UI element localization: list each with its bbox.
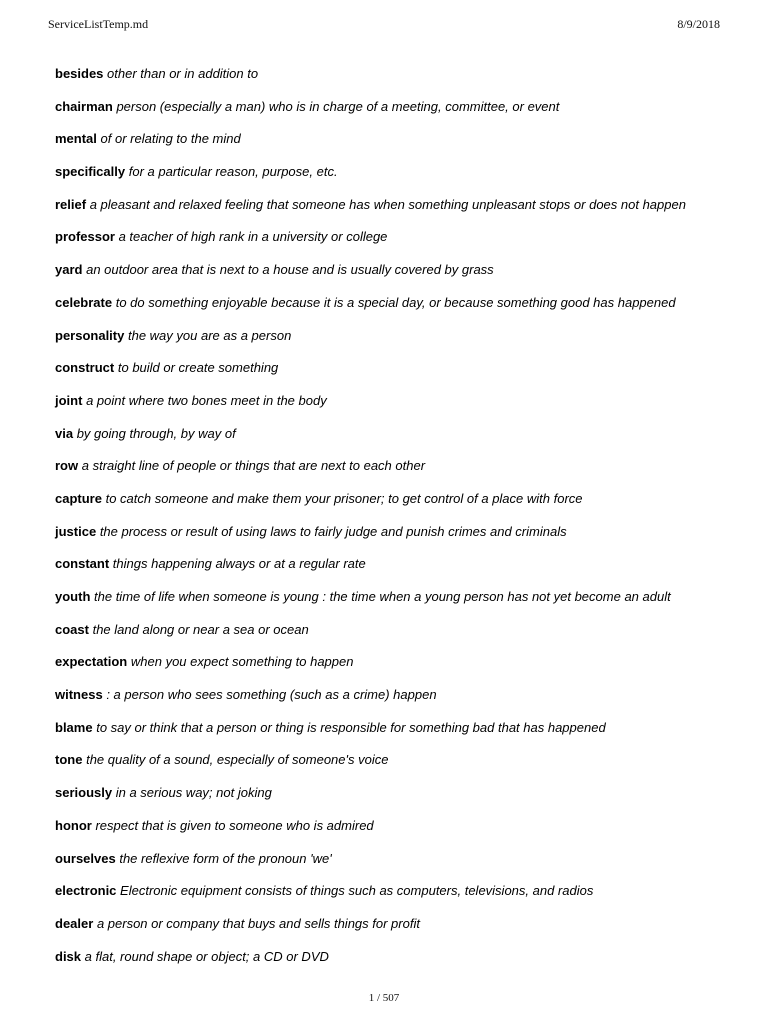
entry-term: chairman [55,98,113,114]
entry-term: constant [55,556,110,572]
entry-term: justice [55,523,97,539]
glossary-list [55,64,748,979]
entry-term: electronic [55,883,117,899]
glossary-entry [55,652,748,685]
glossary-entry [55,227,748,260]
entry-term: joint [55,392,83,408]
entry-definition: by going through, by way of [76,425,236,441]
entry-term: tone [55,752,83,768]
glossary-entry [55,685,748,718]
entry-definition: a point where two bones meet in the body [86,392,327,408]
entry-term: construct [55,360,115,376]
entry-definition: a person or company that buys and sells things for profit [96,915,420,931]
entry-definition: things happening always or at a regular rate [112,556,366,572]
glossary-entry [55,195,748,228]
entry-definition: to do something enjoyable because it is a special day, or because something good has happened [115,294,676,310]
glossary-entry [55,424,748,457]
entry-term: specifically [55,164,126,180]
entry-definition: to say or think that a person or thing is responsible for something bad that has happened [96,719,606,735]
glossary-entry [55,391,748,424]
entry-term: expectation [55,654,128,670]
entry-definition: to build or create something [117,360,279,376]
entry-definition: a teacher of high rank in a university or college [118,229,388,245]
glossary-entry [55,620,748,653]
glossary-entry [55,816,748,849]
glossary-entry [55,914,748,947]
entry-definition: the way you are as a person [127,327,292,343]
glossary-entry [55,522,748,555]
entry-definition: the reflexive form of the pronoun 'we' [119,850,332,866]
document-filename: ServiceListTemp.md [48,17,149,31]
entry-term: yard [55,262,83,278]
entry-term: coast [55,621,89,637]
entry-term: personality [55,327,125,343]
entry-term: celebrate [55,294,113,310]
entry-term: seriously [55,785,113,801]
entry-term: capture [55,490,102,506]
entry-term: besides [55,66,104,81]
glossary-entry [55,750,748,783]
entry-term: disk [55,948,82,964]
glossary-entry [55,783,748,816]
entry-term: blame [55,719,93,735]
entry-term: dealer [55,915,94,931]
entry-definition: a pleasant and relaxed feeling that someone has when something unpleasant stops or does not happen [89,196,686,212]
entry-definition: the process or result of using laws to fairly judge and punish crimes and criminals [99,523,567,539]
glossary-entry [55,947,748,980]
entry-definition: the land along or near a sea or ocean [92,621,309,637]
glossary-entry [55,293,748,326]
entry-definition: Electronic equipment consists of things such as computers, televisions, and radios [120,883,594,899]
glossary-entry [55,587,748,620]
entry-definition: other than or in addition to [107,66,259,81]
glossary-entry [55,358,748,391]
entry-definition: person (especially a man) who is in charge of a meeting, committee, or event [116,98,560,114]
page-header [48,17,720,32]
glossary-entry [55,97,748,130]
entry-term: row [55,458,79,474]
glossary-entry [55,64,748,97]
entry-term: professor [55,229,115,245]
glossary-entry [55,260,748,293]
entry-term: youth [55,589,91,604]
glossary-entry [55,456,748,489]
entry-definition: in a serious way; not joking [115,785,272,801]
glossary-entry [55,554,748,587]
entry-term: honor [55,817,92,833]
entry-definition: the quality of a sound, especially of someone's voice [86,752,389,768]
glossary-entry [55,326,748,359]
entry-definition: respect that is given to someone who is admired [95,817,374,833]
entry-definition: for a particular reason, purpose, etc. [128,164,338,180]
glossary-entry [55,849,748,882]
entry-term: via [55,425,74,441]
entry-term: ourselves [55,850,116,866]
glossary-entry [55,718,748,751]
entry-term: relief [55,196,87,212]
entry-definition: the time of life when someone is young : the time when a young person has not yet become an adult [94,589,671,604]
entry-term: witness [55,687,103,703]
entry-definition: : a person who sees something (such as a crime) happen [106,687,437,703]
entry-definition: a straight line of people or things that are next to each other [81,458,426,474]
page-number: 1 / 507 [368,992,400,1004]
glossary-entry [55,881,748,914]
entry-definition: when you expect something to happen [130,654,354,670]
glossary-entry [55,489,748,522]
glossary-entry [55,162,748,195]
entry-definition: to catch someone and make them your prisoner; to get control of a place with force [105,490,583,506]
entry-definition: of or relating to the mind [100,131,241,147]
entry-definition: an outdoor area that is next to a house and is usually covered by grass [86,262,494,278]
glossary-entry [55,129,748,162]
document-date: 8/9/2018 [677,17,720,31]
entry-term: mental [55,131,97,147]
entry-definition: a flat, round shape or object; a CD or DVD [84,948,329,964]
